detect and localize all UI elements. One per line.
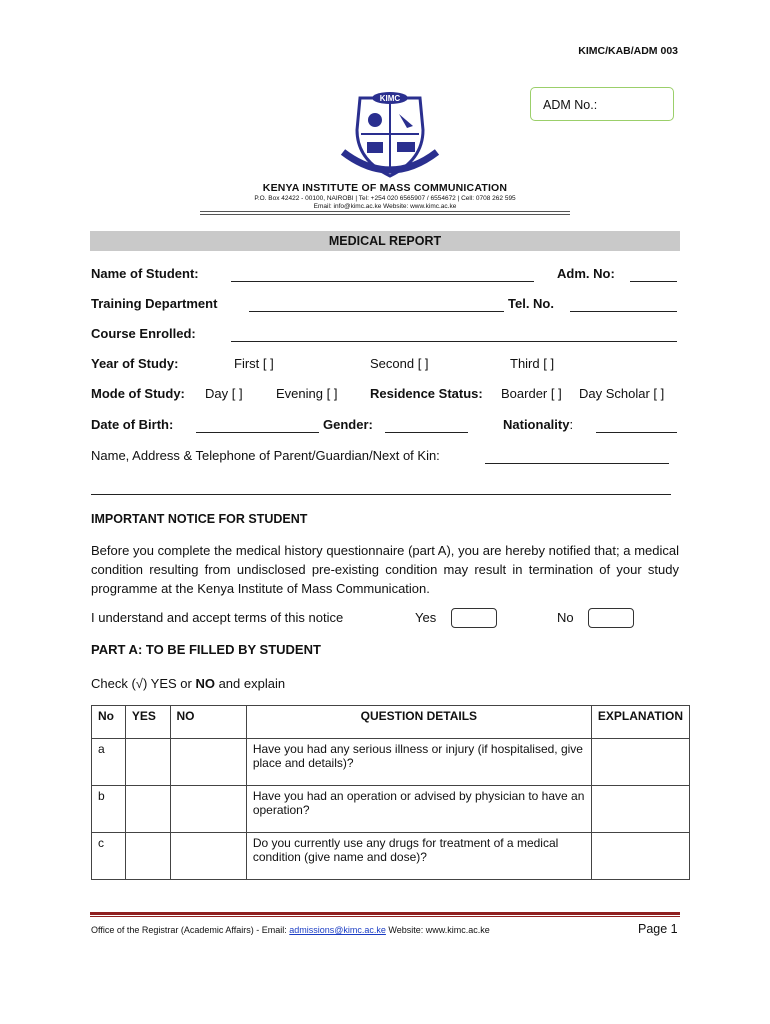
logo-text: KIMC: [379, 94, 401, 103]
table-row: [92, 786, 690, 833]
check-instruction-no: NO: [195, 676, 215, 691]
questions-table: [91, 705, 690, 880]
footer-prefix: Office of the Registrar (Academic Affairs) - Email:: [91, 925, 290, 935]
row-explanation-cell[interactable]: [591, 833, 689, 880]
institute-email: Email: info@kimc.ac.ke Website: www.kimc.ac.ke: [313, 203, 457, 210]
training-department-field[interactable]: [249, 311, 504, 312]
mode-evening-option[interactable]: Evening [ ]: [276, 386, 338, 401]
row-yes-cell[interactable]: [125, 833, 170, 880]
mode-of-study-label: Mode of Study:: [91, 386, 185, 401]
row-yes-cell[interactable]: [125, 739, 170, 786]
footer-email-link[interactable]: admissions@kimc.ac.ke: [289, 925, 386, 935]
row-explanation-cell[interactable]: [591, 739, 689, 786]
accept-yes-checkbox[interactable]: [451, 608, 497, 628]
col-question-header: QUESTION DETAILS: [246, 706, 591, 739]
row-explanation-cell[interactable]: [591, 786, 689, 833]
row-question: Have you had any serious illness or injury (if hospitalised, give place and details)?: [246, 739, 591, 786]
col-no-answer-header: NO: [170, 706, 246, 739]
row-yes-cell[interactable]: [125, 786, 170, 833]
check-instruction-mid: ) YES or: [142, 676, 196, 691]
check-instruction-post: and explain: [214, 676, 286, 691]
row-question: Do you currently use any drugs for treatment of a medical condition (give name and dose)?: [246, 833, 591, 880]
tel-no-field[interactable]: [570, 311, 677, 312]
notice-paragraph: Before you complete the medical history questionnaire (part A), you are hereby notified that; a medical condition resulting from undisclosed pre-existing condition may result in termination of your study programme at the Kenya Institute of Mass Communication.: [91, 543, 679, 596]
accept-no-label: No: [557, 610, 574, 625]
table-row: [92, 739, 690, 786]
page-number: Page 1: [638, 922, 678, 936]
row-no-cell[interactable]: [170, 833, 246, 880]
adm-no-field[interactable]: [630, 281, 677, 282]
residence-boarder-option[interactable]: Boarder [ ]: [501, 386, 562, 401]
training-department-label: Training Department: [91, 296, 218, 311]
col-yes-header: YES: [125, 706, 170, 739]
year-second-option[interactable]: Second [ ]: [370, 356, 429, 371]
year-first-option[interactable]: First [ ]: [234, 356, 274, 371]
adm-no-field-label: Adm. No:: [557, 266, 615, 281]
row-no: a: [92, 739, 126, 786]
row-no-cell[interactable]: [170, 739, 246, 786]
footer-divider: [90, 912, 680, 915]
gender-label: Gender:: [323, 417, 373, 432]
student-name-field[interactable]: [231, 281, 534, 282]
checkmark-icon: √: [135, 676, 143, 691]
part-a-heading: PART A: TO BE FILLED BY STUDENT: [91, 642, 321, 657]
adm-no-box[interactable]: [530, 87, 674, 121]
year-of-study-label: Year of Study:: [91, 356, 179, 371]
form-title: MEDICAL REPORT: [90, 231, 680, 251]
date-of-birth-label: Date of Birth:: [91, 417, 174, 432]
row-no: c: [92, 833, 126, 880]
footer-divider: [90, 916, 680, 917]
row-no: b: [92, 786, 126, 833]
kimc-logo: [335, 90, 445, 182]
nationality-colon: :: [569, 417, 574, 432]
row-no-cell[interactable]: [170, 786, 246, 833]
footer-text: [91, 925, 490, 935]
check-instruction-pre: Check (: [91, 676, 136, 691]
table-row: [92, 833, 690, 880]
col-explanation-header: EXPLANATION: [591, 706, 689, 739]
col-no-header: No: [92, 706, 126, 739]
student-name-label: Name of Student:: [91, 266, 199, 281]
parent-guardian-field-line2[interactable]: [91, 494, 671, 495]
mode-day-option[interactable]: Day [ ]: [205, 386, 243, 401]
institute-name: KENYA INSTITUTE OF MASS COMMUNICATION: [262, 182, 508, 194]
row-question: Have you had an operation or advised by physician to have an operation?: [246, 786, 591, 833]
institute-address: P.O. Box 42422 - 00100, NAIROBI | Tel: +254 020 6565907 / 6554672 | Cell: 0708 262 595: [254, 195, 516, 202]
notice-heading: IMPORTANT NOTICE FOR STUDENT: [91, 512, 308, 526]
table-header-row: [92, 706, 690, 739]
tel-no-label: Tel. No.: [508, 296, 554, 311]
adm-no-label: ADM No.:: [543, 98, 598, 112]
residence-day-scholar-option[interactable]: Day Scholar [ ]: [579, 386, 665, 401]
header-divider: [200, 211, 570, 212]
nationality-label-text: Nationality: [503, 417, 570, 432]
accept-no-checkbox[interactable]: [588, 608, 634, 628]
course-enrolled-label: Course Enrolled:: [91, 326, 196, 341]
header-divider: [200, 214, 570, 215]
accept-terms-text: I understand and accept terms of this notice: [91, 610, 344, 625]
gender-field[interactable]: [385, 432, 468, 433]
residence-status-label: Residence Status:: [370, 386, 483, 401]
document-code: KIMC/KAB/ADM 003: [578, 45, 678, 57]
footer-suffix: Website: www.kimc.ac.ke: [385, 925, 490, 935]
parent-guardian-field[interactable]: [485, 463, 669, 464]
year-third-option[interactable]: Third [ ]: [510, 356, 555, 371]
parent-guardian-label: Name, Address & Telephone of Parent/Guardian/Next of Kin:: [91, 448, 440, 463]
accept-yes-label: Yes: [415, 610, 437, 625]
check-instruction: [91, 676, 285, 691]
nationality-field[interactable]: [596, 432, 677, 433]
date-of-birth-field[interactable]: [196, 432, 319, 433]
course-enrolled-field[interactable]: [231, 341, 677, 342]
nationality-label: [503, 417, 573, 432]
